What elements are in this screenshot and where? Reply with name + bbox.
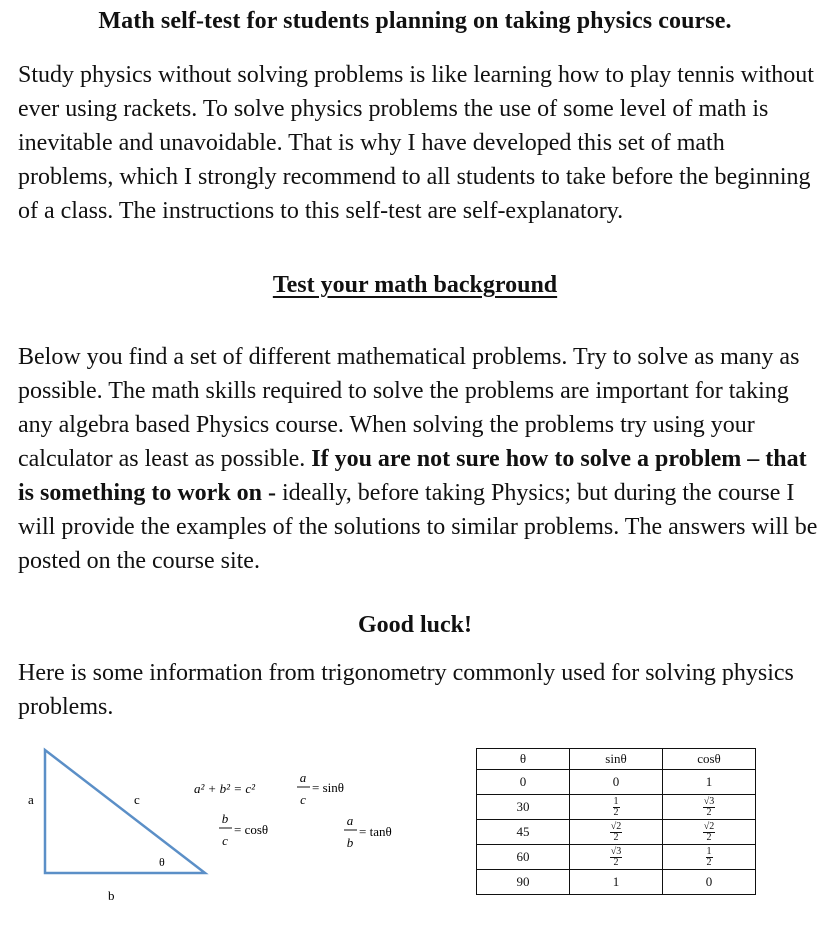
table-cell-cos xyxy=(663,820,756,845)
tan-rhs: = tanθ xyxy=(359,824,392,839)
table-cell-sin xyxy=(570,820,663,845)
table-cell-sin: 0 xyxy=(570,770,663,795)
trig-values-table xyxy=(476,748,756,895)
cos-rhs: = cosθ xyxy=(234,822,269,837)
fraction xyxy=(703,822,716,843)
fraction-numerator: 1 xyxy=(706,845,712,857)
fraction-numerator: √3 xyxy=(610,845,622,857)
sin-rhs: = sinθ xyxy=(312,780,344,795)
table-cell-sin xyxy=(570,845,663,870)
fraction-denominator: 2 xyxy=(706,856,712,868)
pythagoras-formula: a² + b² = c² xyxy=(194,781,256,796)
instructions-text-1: Below you find a set of different mathematical problems. Try to solve as many as possible. The math skills required to solve the problems are important for taking any algebra based Physics course. When solving the problems try using your calculator as least as possible. xyxy=(18,344,800,472)
header-theta: θ xyxy=(477,749,570,770)
fraction xyxy=(610,822,623,843)
side-b-label: b xyxy=(108,888,115,903)
instructions-paragraph xyxy=(18,340,818,578)
table-row xyxy=(477,820,756,845)
fraction xyxy=(613,797,620,818)
table-row xyxy=(477,770,756,795)
sin-denominator: c xyxy=(300,792,306,807)
fraction-denominator: 2 xyxy=(613,806,619,818)
table-row xyxy=(477,845,756,870)
table-cell-theta: 60 xyxy=(477,845,570,870)
fraction xyxy=(610,847,623,868)
fraction xyxy=(706,847,713,868)
table-row xyxy=(477,795,756,820)
tan-denominator: b xyxy=(346,835,354,850)
table-cell-theta: 90 xyxy=(477,870,570,895)
instructions-text-2: ideally, before taking Physics; but during the course I will provide the examples of the solutions to similar problems. The answers will be posted on the course site. xyxy=(18,480,818,574)
table-cell-cos: 1 xyxy=(663,770,756,795)
table-cell-cos: 0 xyxy=(663,870,756,895)
table-cell-cos xyxy=(663,845,756,870)
angle-theta-label: θ xyxy=(159,855,165,869)
fraction-numerator: 1 xyxy=(613,795,619,807)
tan-formula xyxy=(344,813,392,850)
fraction xyxy=(703,797,716,818)
cos-denominator: c xyxy=(222,833,228,848)
sin-numerator: a xyxy=(299,770,307,785)
sin-formula xyxy=(297,770,344,807)
fraction-numerator: √2 xyxy=(610,820,622,832)
table-cell-sin: 1 xyxy=(570,870,663,895)
table-cell-theta: 45 xyxy=(477,820,570,845)
table-header-row xyxy=(477,749,756,770)
fraction-numerator: √2 xyxy=(703,820,715,832)
fraction-denominator: 2 xyxy=(706,806,712,818)
header-sin: sinθ xyxy=(570,749,663,770)
trig-figure xyxy=(0,738,440,918)
table-cell-theta: 30 xyxy=(477,795,570,820)
fraction-denominator: 2 xyxy=(613,856,619,868)
trig-table-body xyxy=(477,749,756,895)
section-heading-text: Test your math background xyxy=(272,272,558,298)
tan-numerator: a xyxy=(346,813,354,828)
table-cell-cos xyxy=(663,795,756,820)
fraction-denominator: 2 xyxy=(706,831,712,843)
side-c-label: c xyxy=(134,792,140,807)
cos-numerator: b xyxy=(221,811,229,826)
section-heading xyxy=(0,272,830,299)
good-luck-text: Good luck! xyxy=(357,612,473,638)
cos-formula xyxy=(219,811,268,848)
table-cell-theta: 0 xyxy=(477,770,570,795)
header-cos: cosθ xyxy=(663,749,756,770)
intro-paragraph: Study physics without solving problems is like learning how to play tennis without ever using rackets. To solve physics problems the use of some level of math is inevitable and unavoidable. That is why I have developed this set of math problems, which I strongly recommend to all students to take before the beginning of a class. The instructions to this self-test are self-explanatory. xyxy=(18,62,814,224)
fraction-numerator: √3 xyxy=(703,795,715,807)
table-row xyxy=(477,870,756,895)
fraction-denominator: 2 xyxy=(613,831,619,843)
page-title: Math self-test for students planning on taking physics course. xyxy=(98,8,732,34)
side-a-label: a xyxy=(28,792,34,807)
trig-intro-paragraph: Here is some information from trigonometry commonly used for solving physics problems. xyxy=(18,660,794,720)
instructions-bold-text: If you are not sure how to solve a problem – that is something to work on - xyxy=(18,446,807,506)
table-cell-sin xyxy=(570,795,663,820)
right-triangle xyxy=(45,750,205,873)
